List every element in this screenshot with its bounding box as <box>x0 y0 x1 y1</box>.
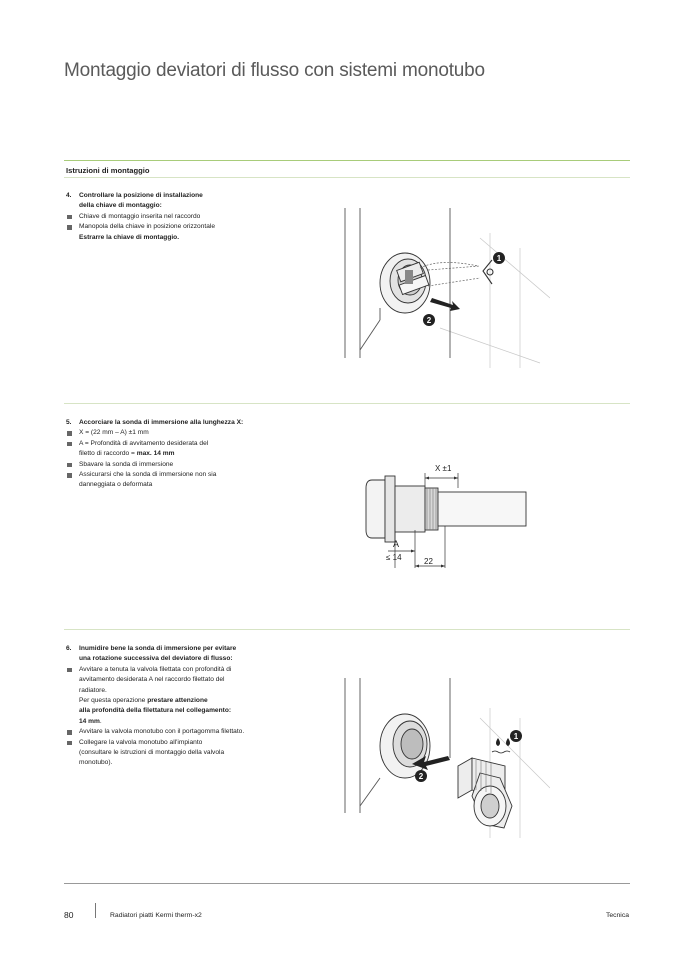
step-title: Inumidire bene la sonda di immersione per evitare <box>79 645 237 652</box>
bullet-text: (consultare le istruzioni di montaggio della valvola <box>79 749 225 757</box>
label-22: 22 <box>424 557 433 566</box>
bullet-item: Sbavare la sonda di immersione <box>66 460 336 470</box>
step-title-cont: della chiave di montaggio: <box>79 202 162 210</box>
step-5 <box>66 418 336 491</box>
bullet-bold: 14 mm <box>79 717 100 725</box>
step-badge-2: 2 <box>426 316 432 325</box>
figure-remove-key <box>340 208 550 368</box>
bullet-item: Manopola della chiave in posizione orizzontale <box>66 222 316 232</box>
label-a: A <box>393 539 400 549</box>
bullet-bold: prestare attenzione <box>147 697 208 705</box>
step-title: Controllare la posizione di installazione <box>79 192 203 199</box>
bullet-bold: max. 14 mm <box>136 450 175 458</box>
step-divider <box>64 403 630 404</box>
step-4 <box>66 191 316 243</box>
section-sub-rule <box>64 177 630 178</box>
bullet-text: monotubo). <box>79 759 113 767</box>
figure-screw-valve <box>340 678 550 838</box>
page-number: 80 <box>64 910 74 920</box>
bullet-item: Avvitare la valvola monotubo con il portagomma filettato. <box>66 727 336 737</box>
step-title-cont: una rotazione successiva del deviatore di flusso: <box>79 655 233 663</box>
bullet-text: . <box>99 717 102 725</box>
step-action: Estrarre la chiave di montaggio. <box>79 233 180 241</box>
bullet-text: filetto di raccordo = <box>79 450 137 458</box>
step-badge-1: 1 <box>496 254 502 263</box>
footer-section-name: Tecnica <box>605 912 629 919</box>
footer-divider <box>95 903 96 918</box>
section-top-rule <box>64 160 630 161</box>
bullet-item: Assicurarsi che la sonda di immersione non sia <box>66 470 336 480</box>
figure-probe-dimensions <box>360 458 530 573</box>
bullet-text: avvitamento desiderata A nel raccordo filettato del <box>79 676 225 684</box>
bullet-text: radiatore. <box>79 686 107 694</box>
label-x: X ±1 <box>435 464 452 473</box>
step-6 <box>66 644 336 769</box>
step-badge-2: 2 <box>418 772 424 781</box>
page-title: Montaggio deviatori di flusso con sistemi monotubo <box>64 60 485 81</box>
section-heading: Istruzioni di montaggio <box>66 166 150 175</box>
bullet-item: X = (22 mm – A) ±1 mm <box>66 428 336 438</box>
footer-document-title: Radiatori piatti Kermi therm-x2 <box>110 912 202 919</box>
bullet-item: A = Profondità di avvitamento desiderata del <box>66 439 336 449</box>
step-number: 6. <box>66 645 72 652</box>
step-number: 4. <box>66 192 72 199</box>
footer-rule <box>64 883 630 884</box>
step-badge-1: 1 <box>513 732 519 741</box>
bullet-text: danneggiata o deformata <box>79 481 153 489</box>
bullet-item: Collegare la valvola monotubo all'impianto <box>66 738 336 748</box>
bullet-text: Per questa operazione <box>79 697 148 705</box>
label-max-14: ≤ 14 <box>386 553 402 562</box>
bullet-bold: alla profondità della filettatura nel collegamento: <box>79 707 232 715</box>
bullet-item: Avvitare a tenuta la valvola filettata con profondità di <box>66 665 336 675</box>
step-title: Accorciare la sonda di immersione alla lunghezza X: <box>79 419 244 426</box>
step-divider <box>64 629 630 630</box>
step-number: 5. <box>66 419 72 426</box>
bullet-item: Chiave di montaggio inserita nel raccordo <box>66 212 316 222</box>
